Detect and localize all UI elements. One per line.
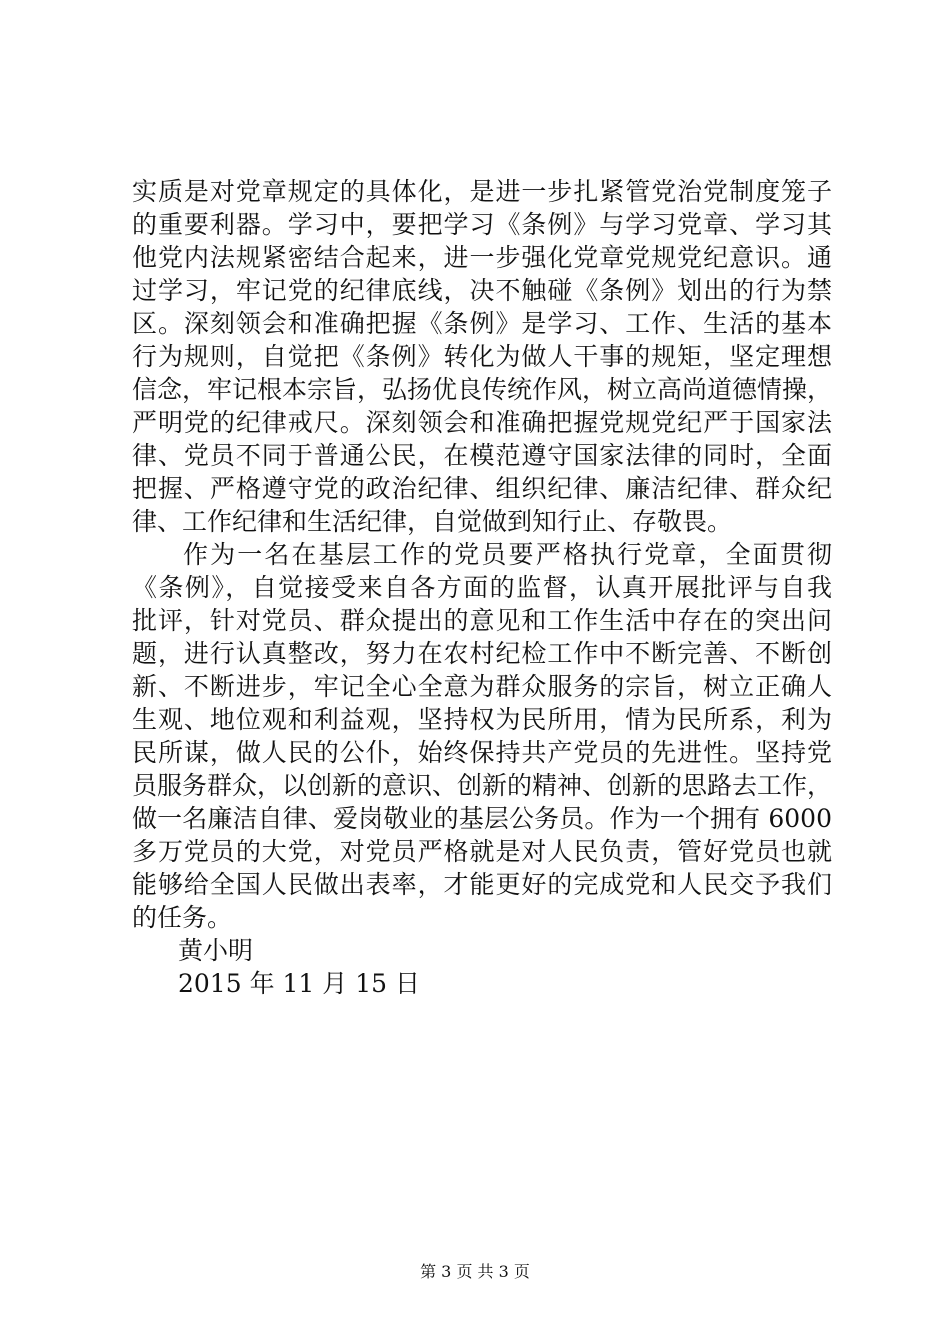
text-line: 严明党的纪律戒尺。深刻领会和准确把握党规党纪严于国家法 [132,408,832,437]
text-line: 信念，牢记根本宗旨，弘扬优良传统作风，树立高尚道德情操， [132,375,833,404]
text-line: 实质是对党章规定的具体化，是进一步扎紧管党治党制度笼子 [132,177,832,206]
text-line: 新、不断进步，牢记全心全意为群众服务的宗旨，树立正确人 [132,672,832,701]
text-line: 行为规则，自觉把《条例》转化为做人干事的规矩，坚定理想 [132,342,832,371]
text-line: 他党内法规紧密结合起来，进一步强化党章党规党纪意识。通 [132,243,832,272]
text-line: 多万党员的大党，对党员严格就是对人民负责，管好党员也就 [132,837,832,866]
text-line: 把握、严格遵守党的政治纪律、组织纪律、廉洁纪律、群众纪 [132,474,832,503]
signature-name: 黄小明 [178,936,254,965]
text-line: 做一名廉洁自律、爱岗敬业的基层公务员。作为一个拥有 6000 [132,804,832,833]
text-line: 生观、地位观和利益观，坚持权为民所用，情为民所系，利为 [132,705,832,734]
text-line: 题，进行认真整改，努力在农村纪检工作中不断完善、不断创 [132,639,832,668]
signature-date: 2015 年 11 月 15 日 [178,969,420,998]
text-line: 批评，针对党员、群众提出的意见和工作生活中存在的突出问 [132,606,832,635]
text-line: 《条例》，自觉接受来自各方面的监督，认真开展批评与自我 [132,573,832,602]
text-line: 律、工作纪律和生活纪律，自觉做到知行止、存敬畏。 [132,507,733,536]
text-line: 员服务群众，以创新的意识、创新的精神、创新的思路去工作， [132,771,833,800]
page-footer: 第 3 页 共 3 页 [420,1262,530,1281]
text-line: 的重要利器。学习中，要把学习《条例》与学习党章、学习其 [132,210,832,239]
paragraph-2 [132,538,832,934]
text-line: 的任务。 [132,903,233,932]
text-line: 能够给全国人民做出表率，才能更好的完成党和人民交予我们 [132,870,832,899]
text-line: 过学习，牢记党的纪律底线，决不触碰《条例》划出的行为禁 [132,276,832,305]
text-line: 律、党员不同于普通公民，在模范遵守国家法律的同时，全面 [132,441,832,470]
body-text [132,175,832,1000]
text-line: 民所谋，做人民的公仆，始终保持共产党员的先进性。坚持党 [132,738,832,767]
paragraph-1 [132,175,832,538]
text-line: 区。深刻领会和准确把握《条例》是学习、工作、生活的基本 [132,309,832,338]
text-line: 作为一名在基层工作的党员要严格执行党章，全面贯彻 [183,540,832,569]
